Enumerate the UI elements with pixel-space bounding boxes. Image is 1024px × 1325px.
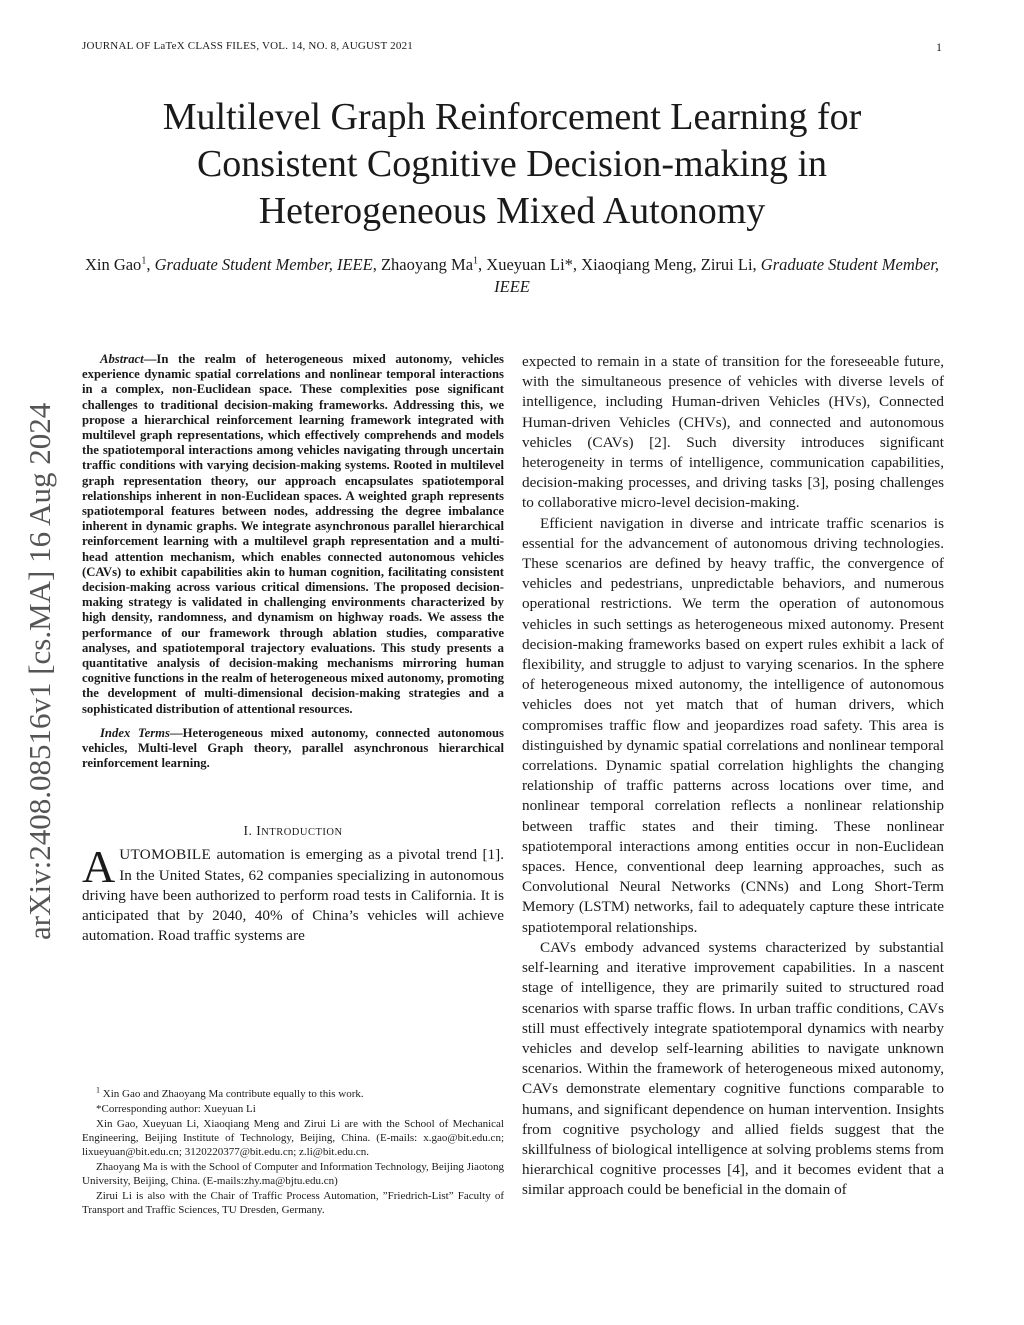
abstract-text: In the realm of heterogeneous mixed autonomy, vehicles experience dynamic spatial correlations and nonlinear temporal interactions in a complex, non-Euclidean space. These complexities pose significant challenges to traditional decision-making frameworks. Addressing this, we propose a hierarchical reinforcement learning framework integrated with multilevel graph representations, which effectively comprehends and models the spatiotemporal interactions among vehicles navigating through uncertain traffic conditions with varying decision-making systems. Rooted in multilevel graph representation theory, our approach encapsulates spatiotemporal relationships inherent in non-Euclidean spaces. A weighted graph represents spatiotemporal features between nodes, addressing the degree imbalance inherent in dynamic graphs. We integrate asynchronous parallel hierarchical reinforcement learning with a multilevel graph representation and a multi-head attention mechanism, which enables connected autonomous vehicles (CAVs) to exhibit capabilities akin to human cognition, facilitating consistent decision-making across various critical dimensions. The proposed decision-making strategy is validated in challenging environments characterized by high density, randomness, and dynamism on highway roads. We assess the performance of our framework through ablation studies, comparative analyses, and spatiotemporal trajectory evaluations. This study presents a quantitative analysis of decision-making mechanisms mirroring human cognitive functions in the realm of heterogeneous mixed autonomy, promoting the development of multi-dimensional decision-making strategies and a sophisticated distribution of attentional resources.	[82, 352, 504, 716]
section-title-first: I	[256, 823, 262, 839]
footnote-equal-contribution: Xin Gao and Zhaoyang Ma contribute equally to this work.	[102, 1088, 364, 1100]
left-column	[82, 352, 504, 947]
author-list: Xin Gao$^1$, Graduate Student Member, IEEE, Zhaoyang Ma$^1$, Xueyuan Li*, Xiaoqiang Meng, Zirui Li, Graduate Student Member, IEEE	[84, 255, 940, 296]
title-line-2: Consistent Cognitive Decision-making in	[196, 143, 828, 185]
intro-paragraph	[82, 841, 504, 946]
running-head: JOURNAL OF LaTeX CLASS FILES, VOL. 14, NO. 8, AUGUST 2021	[82, 40, 413, 52]
title-line-3: Heterogeneous Mixed Autonomy	[258, 190, 766, 232]
author-name: Xin Gao	[84, 255, 142, 274]
author-role: Graduate Student Member, IEEE	[494, 255, 940, 296]
intro-text: automation is emerging as a pivotal trend [1]. In the United States, 62 companies specializing in autonomous driving have been authorized to perform road tests in California. It is anticipated that by 2040, 40% of China’s vehicles will achieve automation. Road traffic systems are	[82, 846, 504, 945]
author-role: Graduate Student Member, IEEE	[154, 255, 373, 274]
index-terms: Index Terms—Heterogeneous mixed autonomy, connected autonomous vehicles, Multi-level Graph theory, parallel asynchronous hierarchical reinforcement learning.	[82, 725, 504, 771]
title-line-1: Multilevel Graph Reinforcement Learning for	[162, 96, 862, 138]
author-names-rest: Xueyuan Li*, Xiaoqiang Meng, Zirui Li,	[486, 255, 757, 274]
body-paragraph: Efficient navigation in diverse and intricate traffic scenarios is essential for the advancement of autonomous driving technologies. These scenarios are defined by heavy traffic, the convergence of vehicles and pedestrians, unpredictable behaviors, and numerous operational restrictions. We term the operation of autonomous vehicles in such settings as heterogeneous mixed autonomy. Present decision-making frameworks based on expert rules exhibit a lack of flexibility, and struggle to adjust to varying scenarios. In the sphere of heterogeneous mixed autonomy, the intelligence of autonomous vehicles does not yet match that of human drivers, which compromises traffic flow and jeopardizes road safety. This area is distinguished by dynamic spatial correlations and nonlinear temporal correlations. Dynamic spatial correlation highlights the changing relationship of traffic patterns across locations over time, and nonlinear temporal correlation reflects a nonlinear relationship between traffic states and their timing. These nonlinear spatiotemporal interactions among entities occur in non-Euclidean spaces. Hence, conventional deep learning approaches, such as Convolutional Neural Networks (CNNs) and Long Short-Term Memory (LSTM) networks, fail to adequately capture these intricate spatiotemporal relationships.	[522, 514, 944, 936]
footnote-affiliation-tud: Zirui Li is also with the Chair of Traffic Process Automation, ”Friedrich-List” Faculty of Transport and Traffic Sciences, TU Dresden, Germany.	[82, 1190, 504, 1216]
drop-cap: A	[82, 841, 116, 893]
right-column	[522, 352, 944, 1201]
affiliation-mark: 1	[141, 255, 147, 267]
arxiv-stamp: arXiv:2408.08516v1 [cs.MA] 16 Aug 2024	[22, 402, 57, 940]
footnote-mark: 1	[96, 1085, 100, 1095]
section-number: I.	[243, 823, 253, 839]
author-name: Zhaoyang Ma	[380, 255, 474, 274]
footnote-corresponding: *Corresponding author: Xueyuan Li	[96, 1103, 256, 1115]
footnote-affiliation-bjtu: Zhaoyang Ma is with the School of Computer and Information Technology, Beijing Jiaotong University, Beijing, China. (E-mails:zhy.ma@bjtu.edu.cn)	[82, 1161, 504, 1187]
intro-first-words: UTOMOBILE	[119, 846, 212, 864]
section-title-rest: NTRODUCTION	[261, 827, 343, 839]
paper-title	[0, 94, 1024, 235]
footnotes	[82, 1087, 504, 1218]
section-heading	[82, 823, 504, 839]
abstract: Abstract—In the realm of heterogeneous mixed autonomy, vehicles experience dynamic spatial correlations and nonlinear temporal interactions in a complex, non-Euclidean space. These complexities pose significant challenges to traditional decision-making frameworks. Addressing this, we propose a hierarchical reinforcement learning framework integrated with multilevel graph representations, which effectively comprehends and models the spatiotemporal interactions among vehicles navigating through uncertain traffic conditions with varying decision-making systems. Rooted in multilevel graph representation theory, our approach encapsulates spatiotemporal relationships inherent in non-Euclidean spaces. A weighted graph represents spatiotemporal features between nodes, addressing the degree imbalance inherent in dynamic graphs. We integrate asynchronous parallel hierarchical reinforcement learning with a multilevel graph representation and a multi-head attention mechanism, which enables connected autonomous vehicles (CAVs) to exhibit capabilities akin to human cognition, facilitating consistent decision-making across various critical dimensions. The proposed decision-making strategy is validated in challenging environments characterized by high density, randomness, and dynamism on highway roads. We assess the performance of our framework through ablation studies, comparative analyses, and spatiotemporal trajectory evaluations. This study presents a quantitative analysis of decision-making mechanisms mirroring human cognitive functions in the realm of heterogeneous mixed autonomy, promoting the development of multi-dimensional decision-making strategies and a sophisticated distribution of attentional resources.	[82, 352, 504, 716]
abstract-label: Abstract	[100, 352, 144, 366]
affiliation-mark: 1	[473, 255, 479, 267]
index-terms-label: Index Terms	[100, 725, 170, 740]
body-paragraph: CAVs embody advanced systems characterized by substantial self-learning and iterative improvement capabilities. In a nascent stage of intelligence, they are primarily suited to structured road scenarios with sparse traffic flows. In urban traffic conditions, CAVs still must effectively integrate spatiotemporal dynamics with nearby vehicles and develop self-learning abilities to navigate unknown scenarios. Within the framework of heterogeneous mixed autonomy, CAVs demonstrate elementary cognitive functions comparable to humans, and significant dependence on human intervention. Insights from cognitive psychology and allied fields suggest that the skillfulness of biological intelligence at solving problems stems from hierarchical cognitive processes [4], and it becomes evident that a similar approach could be beneficial in the domain of	[522, 938, 944, 1199]
index-terms-text: Heterogeneous mixed autonomy, connected autonomous vehicles, Multi-level Graph theory, parallel asynchronous hierarchical reinforcement learning.	[82, 725, 504, 771]
body-paragraph: expected to remain in a state of transition for the foreseeable future, with the simultaneous presence of vehicles with diverse levels of intelligence, including Human-driven Vehicles (HVs), Connected Human-driven Vehicles (CHVs), and connected and autonomous vehicles (CAVs) [2]. Such diversity introduces significant heterogeneity in terms of intelligence, communication capabilities, decision-making processes, and driving tasks [3], posing challenges to collaborative micro-level decision-making.	[522, 353, 944, 512]
page-number: 1	[936, 40, 942, 54]
footnote-affiliation-bit: Xin Gao, Xueyuan Li, Xiaoqiang Meng and Zirui Li are with the School of Mechanical Engineering, Beijing Institute of Technology, Beijing, China. (E-mails: x.gao@bit.edu.cn; lixueyuan@bit.edu.cn; 3120220377@bit.edu.cn; z.li@bit.edu.cn.	[82, 1118, 504, 1158]
